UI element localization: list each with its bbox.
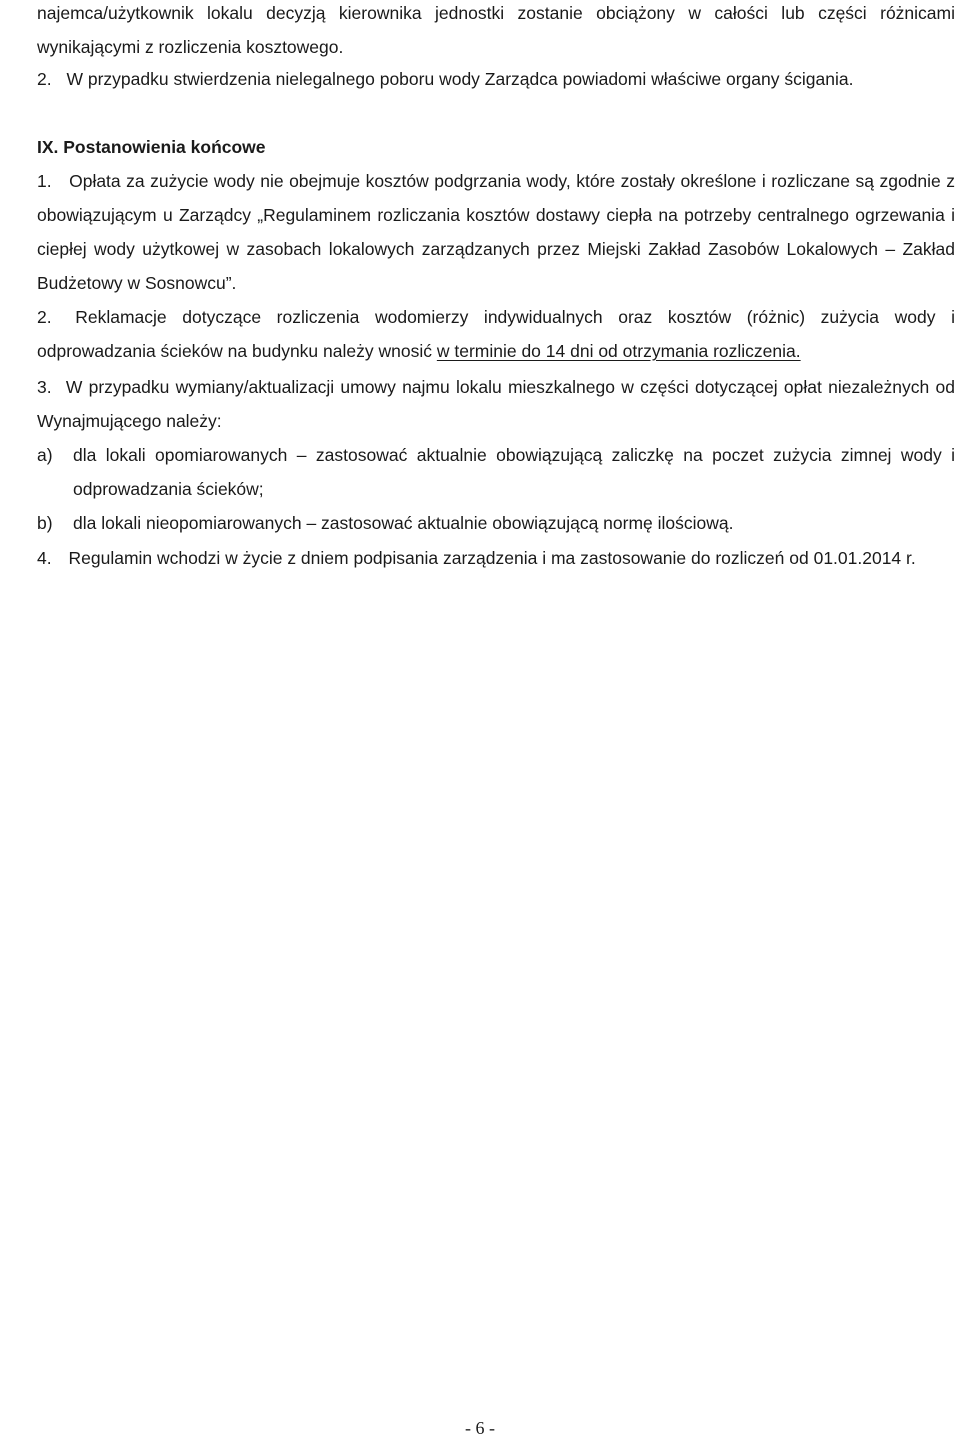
item-text: W przypadku stwierdzenia nielegalnego poboru wody Zarządca powiadomi właściwe organy ścigania. [66,69,854,89]
sub-item-label: a) [37,445,53,465]
item-number: 2. [37,69,52,89]
item-text: Reklamacje dotyczące rozliczenia wodomierzy indywidualnych oraz kosztów (różnic) zużycia wody i odprowadzania ścieków na budynku należy wnosić [37,307,955,361]
sub-item-a [37,438,955,506]
list-item [37,164,955,300]
item-text: Opłata za zużycie wody nie obejmuje kosztów podgrzania wody, które zostały określone i rozliczane są zgodnie z obowiązującym u Zarządcy „Regulaminem rozliczania kosztów dostawy ciepła na potrzeby centralnego ogrzewania i ciepłej wody użytkowej w zasobach lokalowych zarządzanych przez Miejski Zakład Zasobów Lokalowych – Zakład Budżetowy w Sosnowcu”. [37,171,955,293]
deadline-underlined: w terminie do 14 dni od otrzymania rozliczenia. [436,341,801,361]
continued-paragraph: najemca/użytkownik lokalu decyzją kierownika jednostki zostanie obciążony w całości lub części różnicami wynikającymi z rozliczenia kosztowego. [37,3,955,57]
list-item [37,370,955,438]
sub-item-text: dla lokali opomiarowanych – zastosować aktualnie obowiązującą zaliczkę na poczet zużycia zimnej wody i odprowadzania ścieków; [73,445,955,499]
section-heading: IX. Postanowienia końcowe [37,137,266,157]
list-item [37,62,955,96]
sub-item-text: dla lokali nieopomiarowanych – zastosować aktualnie obowiązującą normę ilościową. [73,513,734,533]
item-text: Regulamin wchodzi w życie z dniem podpisania zarządzenia i ma zastosowanie do rozliczeń od 01.01.2014 r. [68,548,916,568]
list-item [37,300,955,368]
list-item [37,541,955,575]
page-number: - 6 - [465,1418,495,1438]
item-text: W przypadku wymiany/aktualizacji umowy najmu lokalu mieszkalnego w części dotyczącej opłat niezależnych od Wynajmującego należy: [37,377,955,431]
sub-item-b [37,506,955,540]
item-number: 3. [37,377,52,397]
sub-item-label: b) [37,513,53,533]
item-number: 1. [37,171,52,191]
item-number: 4. [37,548,52,568]
item-number: 2. [37,307,52,327]
